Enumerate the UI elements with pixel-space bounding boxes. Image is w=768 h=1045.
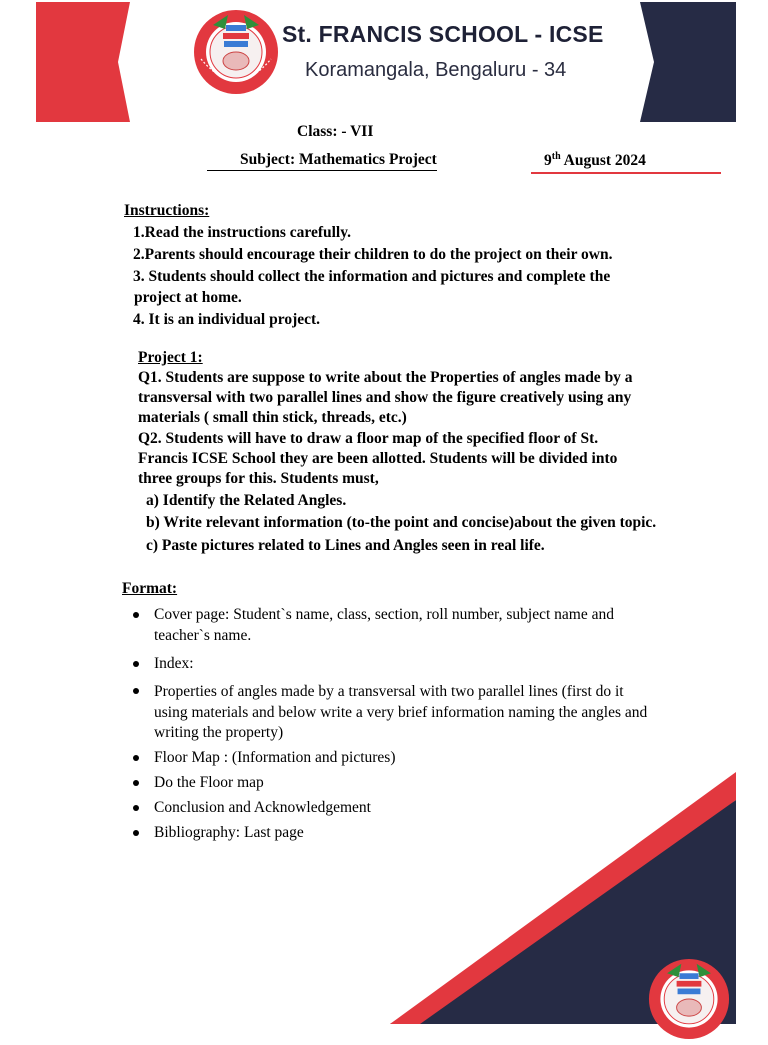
school-logo — [193, 9, 279, 95]
school-location: Koramangala, Bengaluru - 34 — [305, 59, 567, 81]
project-task-c: c) Paste pictures related to Lines and Angles seen in real life. — [146, 537, 545, 554]
project-line: materials ( small thin stick, threads, etc.) — [138, 409, 407, 426]
format-item-floor-map: Do the Floor map — [154, 774, 264, 791]
instruction-4: 4. It is an individual project. — [133, 311, 321, 328]
instruction-2: 2.Parents should encourage their children to do the project on their own. — [133, 246, 613, 263]
bullet-dot — [133, 612, 139, 618]
format-item-properties: Properties of angles made by a transversal with two parallel lines (first do it — [154, 683, 624, 700]
project-task-b: b) Write relevant information (to-the point and concise)about the given topic. — [146, 514, 657, 531]
bullet-dot — [133, 830, 139, 836]
format-item-bibliography: Bibliography: Last page — [154, 824, 304, 841]
school-name: St. FRANCIS SCHOOL - ICSE — [282, 21, 604, 47]
format-item-conclusion: Conclusion and Acknowledgement — [154, 799, 371, 816]
project-line: Q2. Students will have to draw a floor map of the specified floor of St. — [138, 430, 599, 447]
date-month-year: August 2024 — [560, 152, 646, 170]
footer-school-logo — [648, 958, 730, 1040]
date-suffix: th — [551, 151, 561, 162]
bullet-dot — [133, 661, 139, 667]
bullet-dot — [133, 688, 139, 694]
project-task-a: a) Identify the Related Angles. — [146, 492, 347, 509]
instructions-heading: Instructions: — [124, 202, 210, 219]
date-underline — [531, 172, 721, 174]
project-date — [544, 151, 646, 170]
project-line: transversal with two parallel lines and show the figure creatively using any — [138, 389, 632, 406]
project-line: three groups for this. Students must, — [138, 470, 379, 487]
class-label: Class: - VII — [297, 123, 374, 140]
format-item-floor-map-info: Floor Map : (Information and pictures) — [154, 749, 396, 766]
subject-label — [207, 151, 437, 171]
project-line: Q1. Students are suppose to write about the Properties of angles made by a — [138, 369, 633, 386]
project-line: Francis ICSE School they are been allotted. Students will be divided into — [138, 450, 618, 467]
bullet-dot — [133, 780, 139, 786]
format-item-index: Index: — [154, 655, 194, 672]
format-item-cover-cont: teacher`s name. — [154, 627, 252, 644]
format-item-properties-cont: using materials and below write a very brief information naming the angles and — [154, 704, 648, 721]
subject-text: Subject: Mathematics Project — [240, 151, 437, 168]
instruction-1: 1.Read the instructions carefully. — [133, 224, 351, 241]
format-item-properties-cont2: writing the property) — [154, 724, 284, 741]
instruction-3-cont: project at home. — [134, 289, 242, 306]
format-heading: Format: — [122, 580, 178, 597]
project-heading: Project 1: — [138, 349, 203, 366]
format-item-cover: Cover page: Student`s name, class, section, roll number, subject name and — [154, 606, 614, 623]
bullet-dot — [133, 805, 139, 811]
instruction-3: 3. Students should collect the information and pictures and complete the — [133, 268, 611, 285]
date-day: 9 — [544, 152, 552, 170]
bullet-dot — [133, 755, 139, 761]
